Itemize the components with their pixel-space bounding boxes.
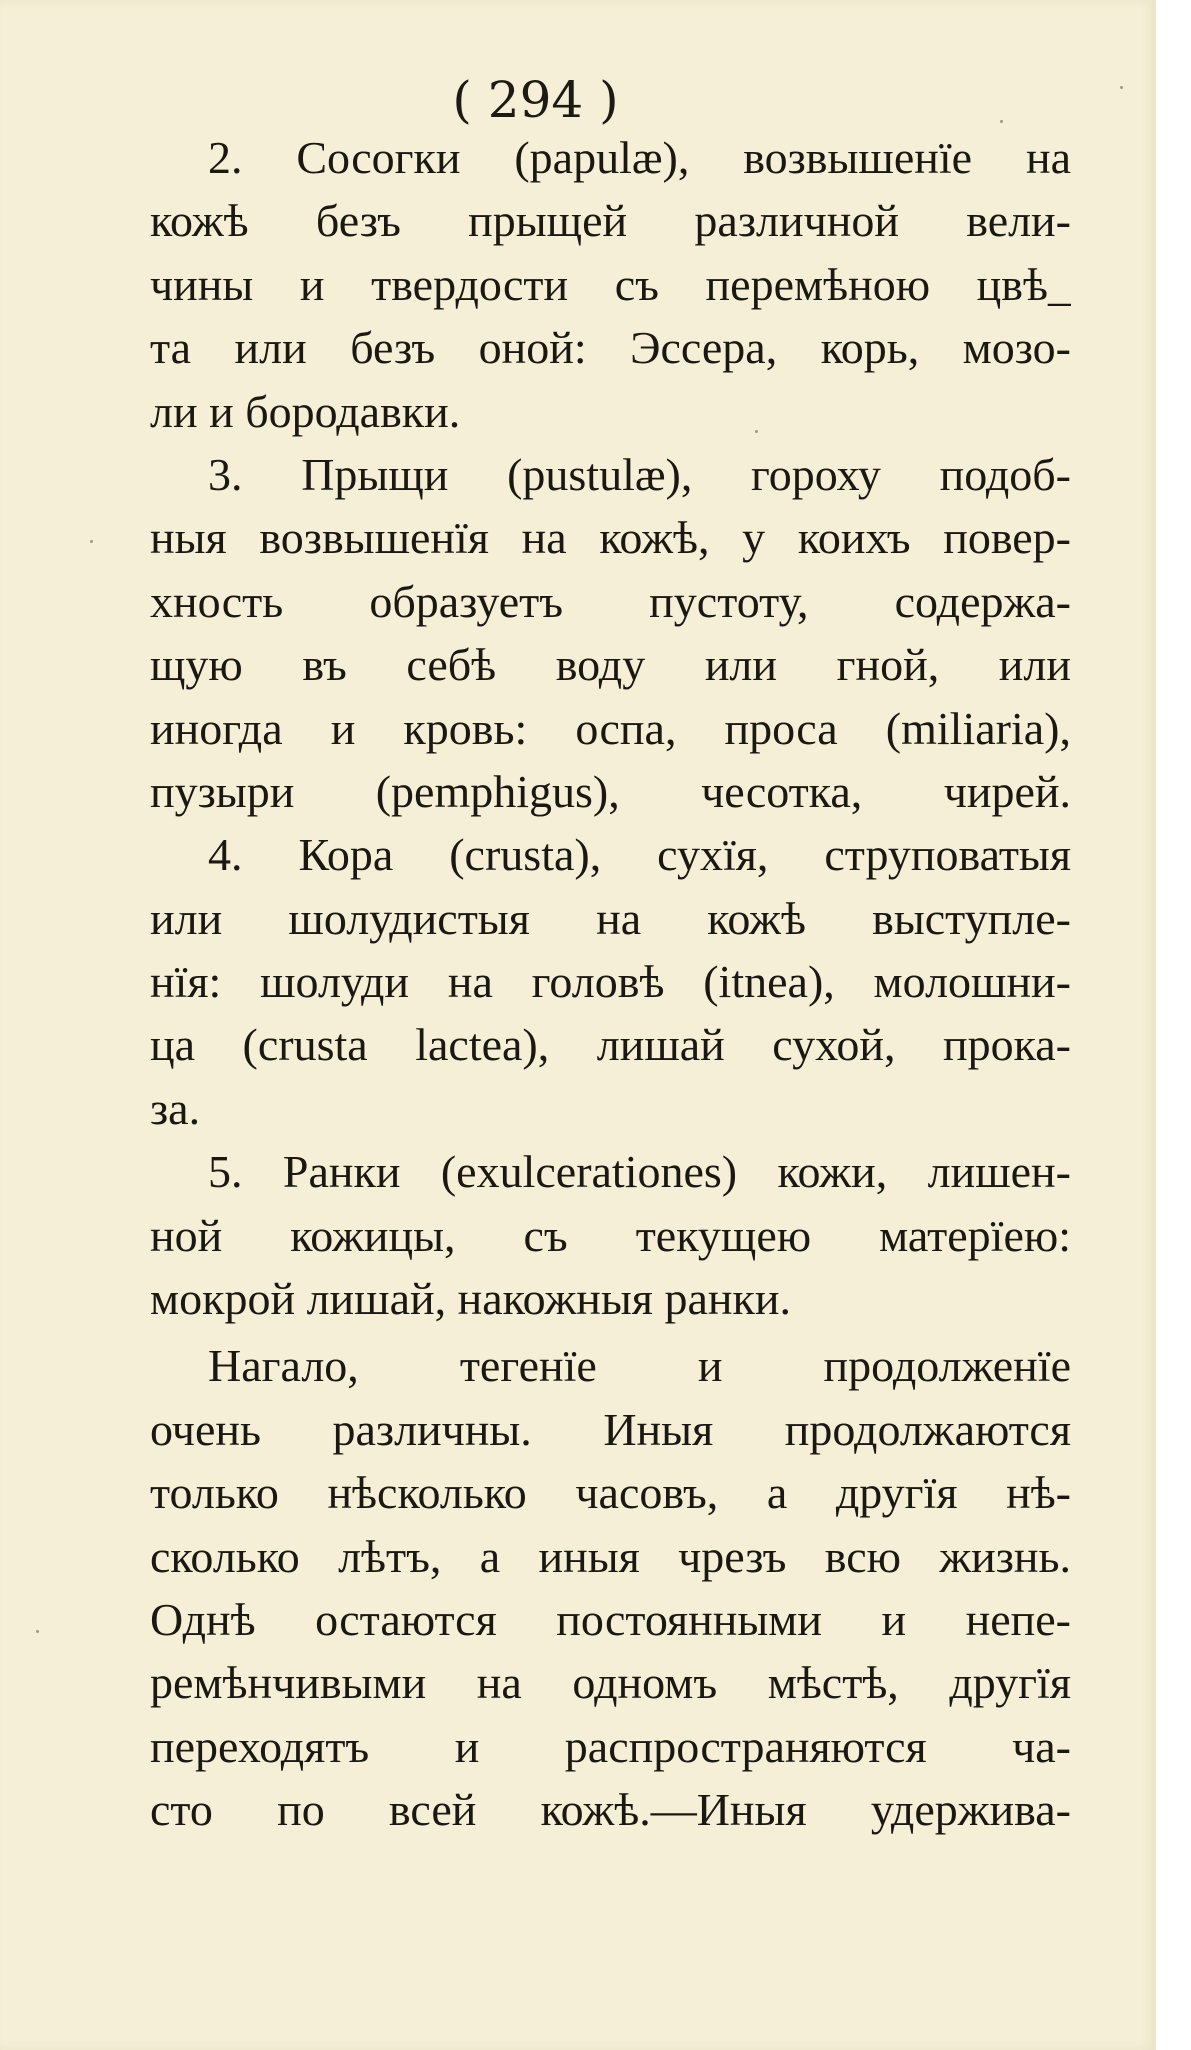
- paper-speck: [1000, 120, 1003, 123]
- text-line: ремѣнчивыми на одномъ мѣстѣ, другїя: [150, 1657, 1071, 1709]
- paper-speck: [1120, 86, 1123, 89]
- text-line: нїя: шолуди на головѣ (itnea), молошни-: [150, 956, 1071, 1008]
- text-line: та или безъ оной: Эссера, корь, мозо-: [150, 322, 1071, 374]
- text-line: ли и бородавки.: [150, 385, 461, 437]
- text-line: 3. Прыщи (pustulæ), гороху подоб-: [208, 448, 1071, 500]
- text-line: сто по всей кожѣ.—Иныя удержива-: [150, 1784, 1071, 1836]
- text-line: иногда и кровь: оспа, проса (miliaria),: [150, 702, 1071, 754]
- paper-speck: [90, 540, 93, 543]
- text-line: ца (crusta lactea), лишай сухой, прока-: [150, 1019, 1071, 1071]
- paper-speck: [755, 430, 758, 433]
- text-line: пузыри (pemphigus), чесотка, чирей.: [150, 765, 1071, 817]
- text-line: Нагало, тегенїе и продолженїе: [208, 1340, 1071, 1392]
- text-line: очень различны. Иныя продолжаются: [150, 1403, 1071, 1455]
- text-line: хность образуетъ пустоту, содержа-: [150, 575, 1071, 627]
- text-line: чины и твердости съ перемѣною цвѣ_: [150, 258, 1071, 310]
- body-text: [150, 126, 1071, 1842]
- text-line: за.: [150, 1082, 201, 1134]
- scan-margin: [1156, 0, 1191, 2050]
- paper-speck: [36, 1630, 39, 1633]
- paper-speck: [592, 1812, 595, 1815]
- text-line: 5. Ранки (exulcerationes) кожи, лишен-: [208, 1146, 1071, 1198]
- text-line: ной кожицы, съ текущею матерїею:: [150, 1209, 1071, 1261]
- text-line: сколько лѣтъ, а иныя чрезъ всю жизнь.: [150, 1530, 1071, 1582]
- text-line: мокрой лишай, накожныя ранки.: [150, 1273, 791, 1325]
- text-line: щую въ себѣ воду или гной, или: [150, 639, 1071, 691]
- text-line: 2. Сосогки (papulæ), возвышенїе на: [208, 132, 1071, 183]
- text-line: 4. Кора (crusta), сухїя, струповатыя: [208, 829, 1071, 881]
- text-line: только нѣсколько часовъ, а другїя нѣ-: [150, 1467, 1071, 1519]
- text-line: кожѣ безъ прыщей различной вели-: [150, 195, 1071, 247]
- text-line: Однѣ остаются постоянными и непе-: [150, 1593, 1071, 1645]
- page-number: ( 294 ): [452, 71, 619, 129]
- text-line: переходятъ и распространяются ча-: [150, 1720, 1071, 1772]
- text-line: ныя возвышенїя на кожѣ, у коихъ повер-: [150, 512, 1071, 564]
- text-line: или шолудистыя на кожѣ выступле-: [150, 892, 1071, 944]
